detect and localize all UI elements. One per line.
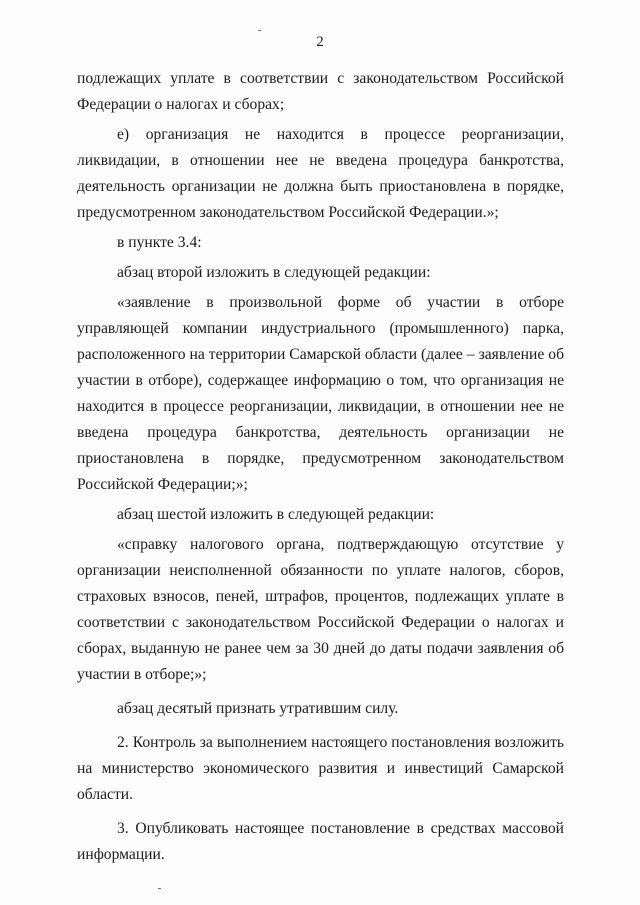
scan-speck bbox=[258, 30, 261, 31]
paragraph-application-text: «заявление в произвольной форме об участии в отборе управляющей компании индустриального (промышленного) парка, расположенного на территории Самарской области (далее – заявление об участии в отборе), содержащее информацию о том, что организация не находится в процессе реорганизации, ликвидации, в отношении нее не введена процедура банкротства, деятельность организации не приостановлена в порядке, предусмотренном законодательством Российской Федерации;»; bbox=[77, 294, 564, 493]
paragraph-continuation: подлежащих уплате в соответствии с законодательством Российской Федерации о налогах и сборах; bbox=[77, 70, 564, 113]
scan-speck bbox=[158, 888, 161, 889]
paragraph-control-clause: 2. Контроль за выполнением настоящего постановления возложить на министерство экономического развития и инвестиций Самарской области. bbox=[77, 734, 564, 803]
paragraph-second-abzac-intro: абзац второй изложить в следующей редакции: bbox=[117, 264, 431, 281]
paragraph-item-e: е) организация не находится в процессе реорганизации, ликвидации, в отношении нее не введена процедура банкротства, деятельность организации не должна быть приостановлена в порядке, предусмотренном законодательством Российской Федерации.»; bbox=[77, 126, 564, 221]
paragraph-tenth-abzac-void: абзац десятый признать утратившим силу. bbox=[117, 700, 399, 717]
paragraph-tax-certificate-text: «справку налогового органа, подтверждающую отсутствие у организации неисполненной обязанности по уплате налогов, сборов, страховых взносов, пеней, штрафов, процентов, подлежащих уплате в соответствии с законодательством Российской Федерации о налогах и сборах, выданную не ранее чем за 30 дней до даты подачи заявления об участии в отборе;»; bbox=[77, 536, 564, 683]
page-number: 2 bbox=[316, 34, 324, 50]
paragraph-publication-clause: 3. Опубликовать настоящее постановление в средствах массовой информации. bbox=[77, 820, 564, 863]
document-body bbox=[77, 66, 564, 868]
paragraph-point-3-4: в пункте 3.4: bbox=[117, 234, 202, 251]
paragraph-sixth-abzac-intro: абзац шестой изложить в следующей редакции: bbox=[117, 506, 435, 523]
